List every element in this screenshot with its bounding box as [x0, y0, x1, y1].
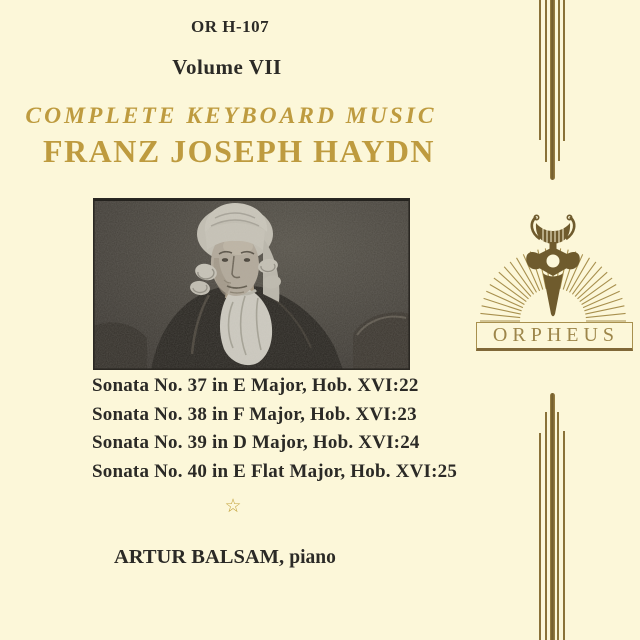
deco-line	[558, 0, 560, 161]
deco-line	[545, 412, 547, 640]
volume-label: Volume VII	[172, 55, 282, 79]
track-item: Sonata No. 39 in D Major, Hob. XVI:24	[92, 432, 420, 454]
performer-name: ARTUR BALSAM,	[114, 546, 285, 568]
composer-name: FRANZ JOSEPH HAYDN	[42, 133, 436, 169]
series-title: COMPLETE KEYBOARD MUSIC	[25, 103, 437, 129]
deco-line	[550, 0, 555, 180]
lyre-icon	[526, 215, 580, 316]
deco-line	[563, 0, 565, 141]
label-name: ORPHEUS	[492, 324, 620, 346]
deco-line	[563, 431, 565, 640]
portrait-image	[93, 198, 410, 370]
track-item: Sonata No. 40 in E Flat Major, Hob. XVI:25	[92, 460, 458, 482]
catalog-number: OR H-107	[191, 17, 270, 36]
star-icon: ☆	[224, 495, 242, 517]
performer-credit	[114, 546, 336, 569]
track-item: Sonata No. 38 in F Major, Hob. XVI:23	[92, 403, 417, 425]
deco-line	[545, 0, 547, 162]
track-item: Sonata No. 37 in E Major, Hob. XVI:22	[92, 375, 419, 396]
deco-line	[539, 433, 541, 640]
track-list	[92, 372, 472, 486]
performer-instrument: piano	[289, 547, 336, 568]
label-name-box	[476, 322, 633, 351]
deco-line	[550, 393, 555, 640]
deco-line	[557, 412, 559, 640]
deco-line	[539, 0, 541, 140]
haydn-portrait	[93, 198, 410, 370]
